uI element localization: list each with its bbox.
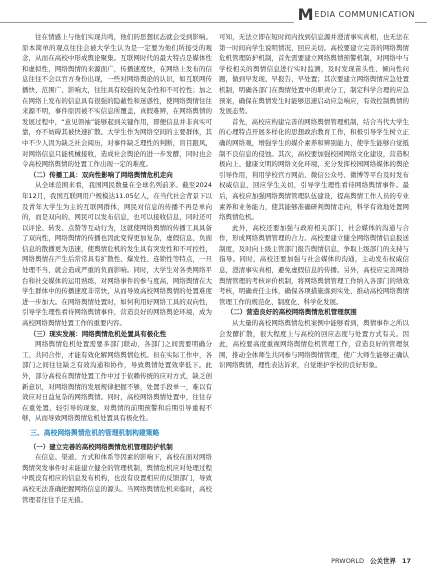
left-subheading-1: （二）传播工具：双向性影响了网络舆情危机走向: [29, 170, 173, 179]
right-column: [219, 32, 409, 371]
brand-letter: M: [297, 4, 313, 24]
footer-publication: PRWORLD: [331, 556, 364, 565]
left-paragraph-2: 从全球范围来看，我国网民数量在全球名列前茅。截至2024年12月，我国互联网用户规模达11.05亿人，在当代社会背景下以及青年大学生为主的互联网群体，网民对信息的传播不再是单向的，而是双向的，网民可以发布信息，也可以接收信息，同时还可以评论、转发、点赞等互动行为，这就使网络舆情的传播工具具备了双向性，网络舆情的传播也因此变得更加复杂，虚假信息、负面信息的散播更为迅速，使舆情危机的发生具有突发性和不可控性，网络舆情在产生后常常具有扩散性、爆发性、连锁性等特点，一旦处理不当，就会造成严重的负面影响。同时，大学生对各类网络平台和社交媒体的运用熟练，对网络事件的参与度高，网络舆情在大学生群体中的传播速度非常快，从而导致高校网络舆情的处置难度进一步加大。在网络舆情处置时，如何利用好网络工具的双向性，引导学生理性看待网络舆情事件，营造良好的网络舆论环境，成为高校网络舆情处置工作的重要内容。: [22, 181, 212, 328]
right-subheading-1: （二）营造良好的高校网络舆情危机管理氛围: [226, 308, 357, 317]
left-subheading-2: （三）现实发展：网络舆情危机处置具有极化性: [29, 329, 167, 338]
right-paragraph-3: 此外，高校还要加强与政府相关部门、社会媒体的沟通与合作，形成网络舆情管理的合力。高校要建立健全网络舆情信息报送制度，及时向上级主管部门报告舆情信息，争取上级部门的支持与指导。同时，高校还要加强与社会媒体的沟通，主动发布权威信息，澄清事实真相，避免虚假信息的传播。另外，高校应完善网络舆情管理的考核评价机制，将网络舆情管理工作纳入各部门的绩效考核，明确责任主体，确保各项措施落到实处，推动高校网络舆情管理工作的规范化、制度化、科学化发展。: [219, 223, 409, 306]
page-header: [0, 0, 427, 26]
column-brand: [294, 5, 415, 23]
footer-section: 公关世界: [369, 557, 396, 565]
page-number: 17: [401, 556, 411, 565]
left-subheading-3: （一）建立完善的高校网络舆情危机管理防护机制: [29, 442, 173, 451]
right-paragraph-1: 可知，无法立即在短时间内找到信息源并澄清事实真相，也无法在第一时间向学生说明情况、回应关切。高校要建立完善的网络舆情危机管理防护机制，首先需要建立网络舆情预警机制，对网络中与学校相关的舆情信息进行实时监测，及时发现苗头性、倾向性问题，做到早发现、早报告、早处置；其次要建立网络舆情应急处置机制，明确各部门在舆情处置中的职责分工，制定科学合理的应急预案，确保在舆情发生时能够迅速启动应急响应，有效控制舆情的发展态势。: [219, 33, 409, 116]
right-paragraph-2: 首先，高校应构建完善的网络舆情管理机制，结合当代大学生的心理特点开展多样化的思想政治教育工作，积极引导学生树立正确的网络观，增强学生的媒介素养和辨别能力，使学生能够自觉抵制不良信息的侵蚀。其次，高校要加强校园网络文化建设，营造积极向上、健康文明的网络文化环境，充分发挥校园网络媒体的舆论引导作用，利用学校官方网站、微信公众号、微博等平台及时发布权威信息，回应学生关切，引导学生理性看待网络舆情事件。最后，高校应加强网络舆情管理队伍建设，提高舆情工作人员的专业素养和业务能力，使其能够准确研判舆情走向，科学有效地处置网络舆情危机。: [219, 117, 409, 222]
left-paragraph-3: 网络舆情危机处置需要多部门联动，各部门之间需要明确分工、共同合作，才能有效化解网络舆情危机。但在实际工作中，各部门之间往往缺乏有效沟通和协作，导致舆情处置效率低下。此外，部分高校在舆情处置工作中过于依赖传统的应对方式，缺乏创新意识，对网络舆情的发展规律把握不够，处置手段单一，难以有效应对日益复杂的网络舆情。同时，高校网络舆情处置中，往往存在重处置、轻引导的现象，对舆情的前期预警和后期引导重视不够，从而导致网络舆情危机处置具有极化性。: [22, 340, 212, 423]
page-footer: [0, 549, 427, 571]
left-paragraph-4: 在信息、渠道、方式和体系等因素的影响下，高校在面对网络舆情突发事件时未能建立健全的管理机制，舆情危机应对处理过程中既没有相应的信息发布机构，也没有设置相应的反馈部门，导致高校无法准确把握网络信息的源头。当网络舆情危机来临时，高校管理者往往手足无措。: [22, 453, 212, 504]
section-title: 三、高校网络舆情危机的管理机制构建策略: [30, 428, 160, 437]
right-paragraph-4: 从大量的高校网络舆情危机案例中能够看到，舆情事件之所以会发酵扩散，很大程度上与高校的回应态度与处置方式有关。因此，高校要高度重视网络舆情危机管理工作，营造良好的管理氛围，推动全体师生共同参与网络舆情管理，使广大师生能够正确认识网络舆情，理性表达诉求，自觉维护学校的良好形象。: [219, 319, 409, 370]
footer-label: [331, 556, 411, 565]
brand-text: EDIA COMMUNICATION: [314, 9, 415, 19]
left-paragraph-1: 往在情感上与他们实现共鸣，他们的思想状态就会受到影响。原本简单的观点往往会被大学生认为是一定要为他们所接受的观念，从而在高校中形成舆论聚集。互联网时代的最大特点是媒体性和虚拟性，网络舆情的来源面广，传播速度快，在网络上发布的信息往往不会以官方身份出现，一些对网络舆论的认识，如互联网传播快、范围广、影响大，往往具有较强的复杂性和不可控性；加之在网络上发布的信息具有很强的隐蔽性和迷惑性，使网络舆情往往来源不明，事件原因被不实信息所覆盖，真假难辨，在网络舆情的发展过程中，“意见领袖”能够起到关键作用，即便信息并非真实可靠，亦不妨碍其被快速扩散。大学生作为网络空间的主要群体，其中不少人因为缺乏社会阅历，对事件缺乏理性的判断，盲目跟风，对网络信息只能机械接收，造成社会舆论的进一步发酵，同时也会令高校网络舆情的处置工作出现一定的难度。: [22, 33, 212, 169]
left-column: [22, 32, 212, 505]
